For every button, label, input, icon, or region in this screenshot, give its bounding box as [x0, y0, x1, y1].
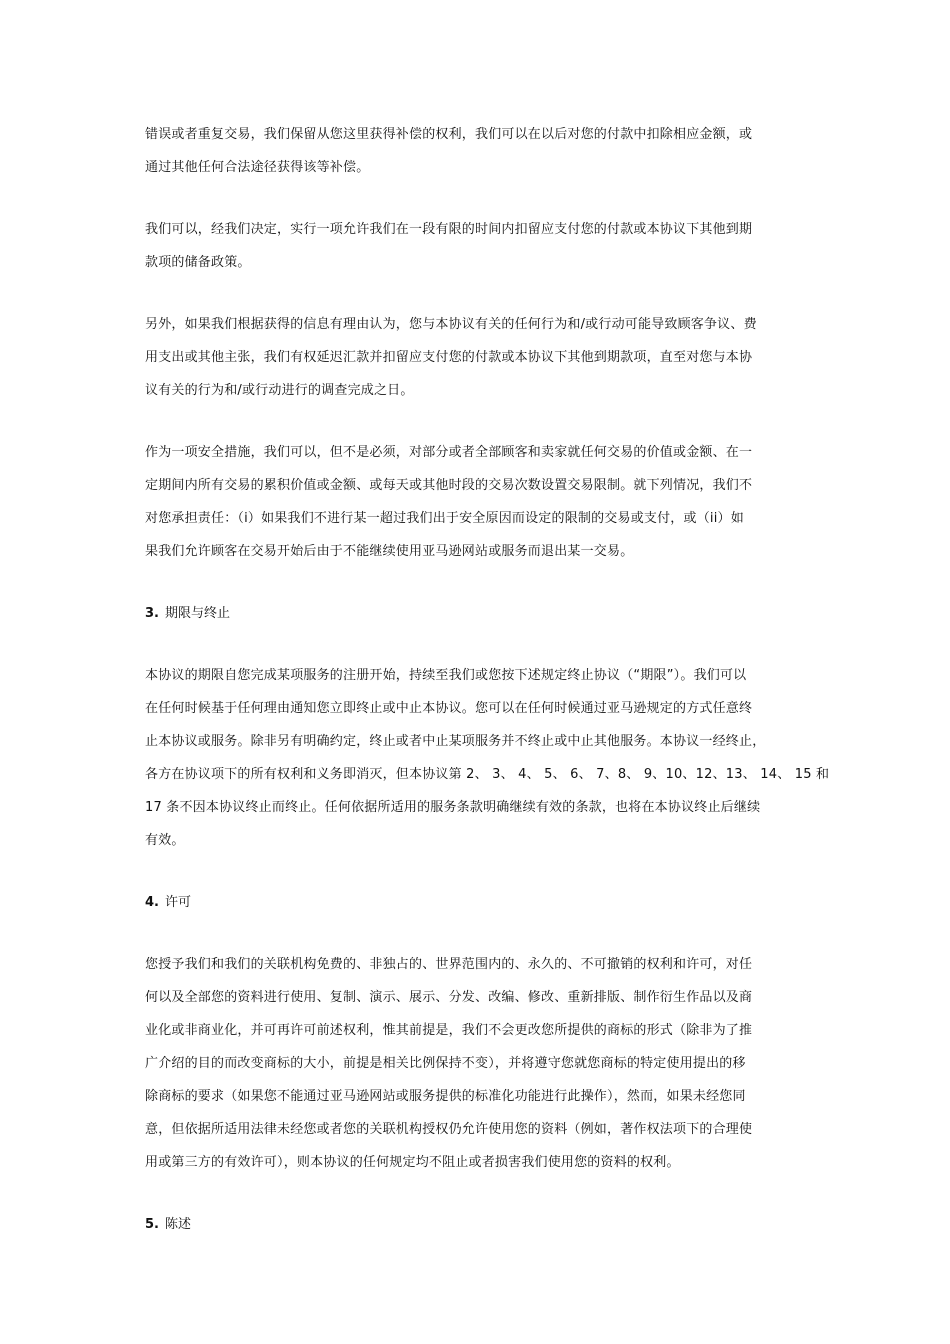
text-line: 错误或者重复交易，我们保留从您这里获得补偿的权利，我们可以在以后对您的付款中扣除相应金额，或	[145, 127, 753, 142]
text-line: 另外，如果我们根据获得的信息有理由认为，您与本协议有关的任何行为和/或行动可能导致顾客争议、费	[145, 317, 757, 332]
text-line: 何以及全部您的资料进行使用、复制、演示、展示、分发、改编、修改、重新排版、制作衍生作品以及商	[145, 990, 753, 1005]
section-heading-term	[145, 597, 807, 630]
text-line: 止本协议或服务。除非另有明确约定，终止或者中止某项服务并不终止或中止其他服务。本协议一经终止，	[145, 734, 766, 749]
paragraph-refund	[145, 118, 807, 184]
text-line: 意，但依据所适用法律未经您或者您的关联机构授权仍允许使用您的资料（例如，著作权法项下的合理使	[145, 1122, 753, 1137]
text-line: 我们可以，经我们决定，实行一项允许我们在一段有限的时间内扣留应支付您的付款或本协议下其他到期	[145, 222, 753, 237]
text-line: 定期间内所有交易的累积价值或金额、或每天或其他时段的交易次数设置交易限制。就下列情况，我们不	[145, 478, 753, 493]
document-page	[145, 118, 830, 1270]
text-line: 议有关的行为和/或行动进行的调查完成之日。	[145, 383, 414, 398]
text-line: 用支出或其他主张，我们有权延迟汇款并扣留应支付您的付款或本协议下其他到期款项，直至对您与本协	[145, 350, 753, 365]
paragraph-security-limits	[145, 436, 807, 568]
section-title: 期限与终止	[164, 606, 230, 621]
section-title: 陈述	[164, 1217, 191, 1232]
text-line: 各方在协议项下的所有权利和义务即消灭，但本协议第 2、 3、 4、 5、 6、 7、8、 9、10、12、13、 14、 15 和	[145, 767, 830, 782]
paragraph-reserve-policy	[145, 213, 807, 279]
text-line: 用或第三方的有效许可），则本协议的任何规定均不阻止或者损害我们使用您的资料的权利。	[145, 1155, 680, 1170]
text-line: 17 条不因本协议终止而终止。任何依据所适用的服务条款明确继续有效的条款，也将在本协议终止后继续	[145, 800, 761, 815]
section-heading-representations	[145, 1208, 807, 1241]
paragraph-license	[145, 948, 807, 1179]
text-line: 广介绍的目的而改变商标的大小，前提是相关比例保持不变），并将遵守您就您商标的特定使用提出的移	[145, 1056, 746, 1071]
text-line: 有效。	[145, 833, 185, 848]
section-number: 4.	[145, 895, 159, 910]
section-number: 5.	[145, 1217, 159, 1232]
text-line: 款项的储备政策。	[145, 255, 251, 270]
text-line: 作为一项安全措施，我们可以，但不是必须，对部分或者全部顾客和卖家就任何交易的价值或金额、在一	[145, 445, 753, 460]
text-line: 除商标的要求（如果您不能通过亚马逊网站或服务提供的标准化功能进行此操作），然而，如果未经您同	[145, 1089, 746, 1104]
section-number: 3.	[145, 606, 159, 621]
paragraph-withhold	[145, 308, 807, 407]
text-line: 本协议的期限自您完成某项服务的注册开始，持续至我们或您按下述规定终止协议（“期限”）。我们可以	[145, 668, 747, 683]
text-line: 对您承担责任：（i）如果我们不进行某一超过我们出于安全原因而设定的限制的交易或支付，或（ii）如	[145, 511, 744, 526]
text-line: 在任何时候基于任何理由通知您立即终止或中止本协议。您可以在任何时候通过亚马逊规定的方式任意终	[145, 701, 753, 716]
paragraph-term	[145, 659, 830, 857]
section-title: 许可	[164, 895, 191, 910]
section-heading-license	[145, 886, 807, 919]
text-line: 您授予我们和我们的关联机构免费的、非独占的、世界范围内的、永久的、不可撤销的权利和许可，对任	[145, 957, 753, 972]
text-line: 业化或非商业化，并可再许可前述权利，惟其前提是，我们不会更改您所提供的商标的形式（除非为了推	[145, 1023, 753, 1038]
text-line: 通过其他任何合法途径获得该等补偿。	[145, 160, 370, 175]
text-line: 果我们允许顾客在交易开始后由于不能继续使用亚马逊网站或服务而退出某一交易。	[145, 544, 634, 559]
